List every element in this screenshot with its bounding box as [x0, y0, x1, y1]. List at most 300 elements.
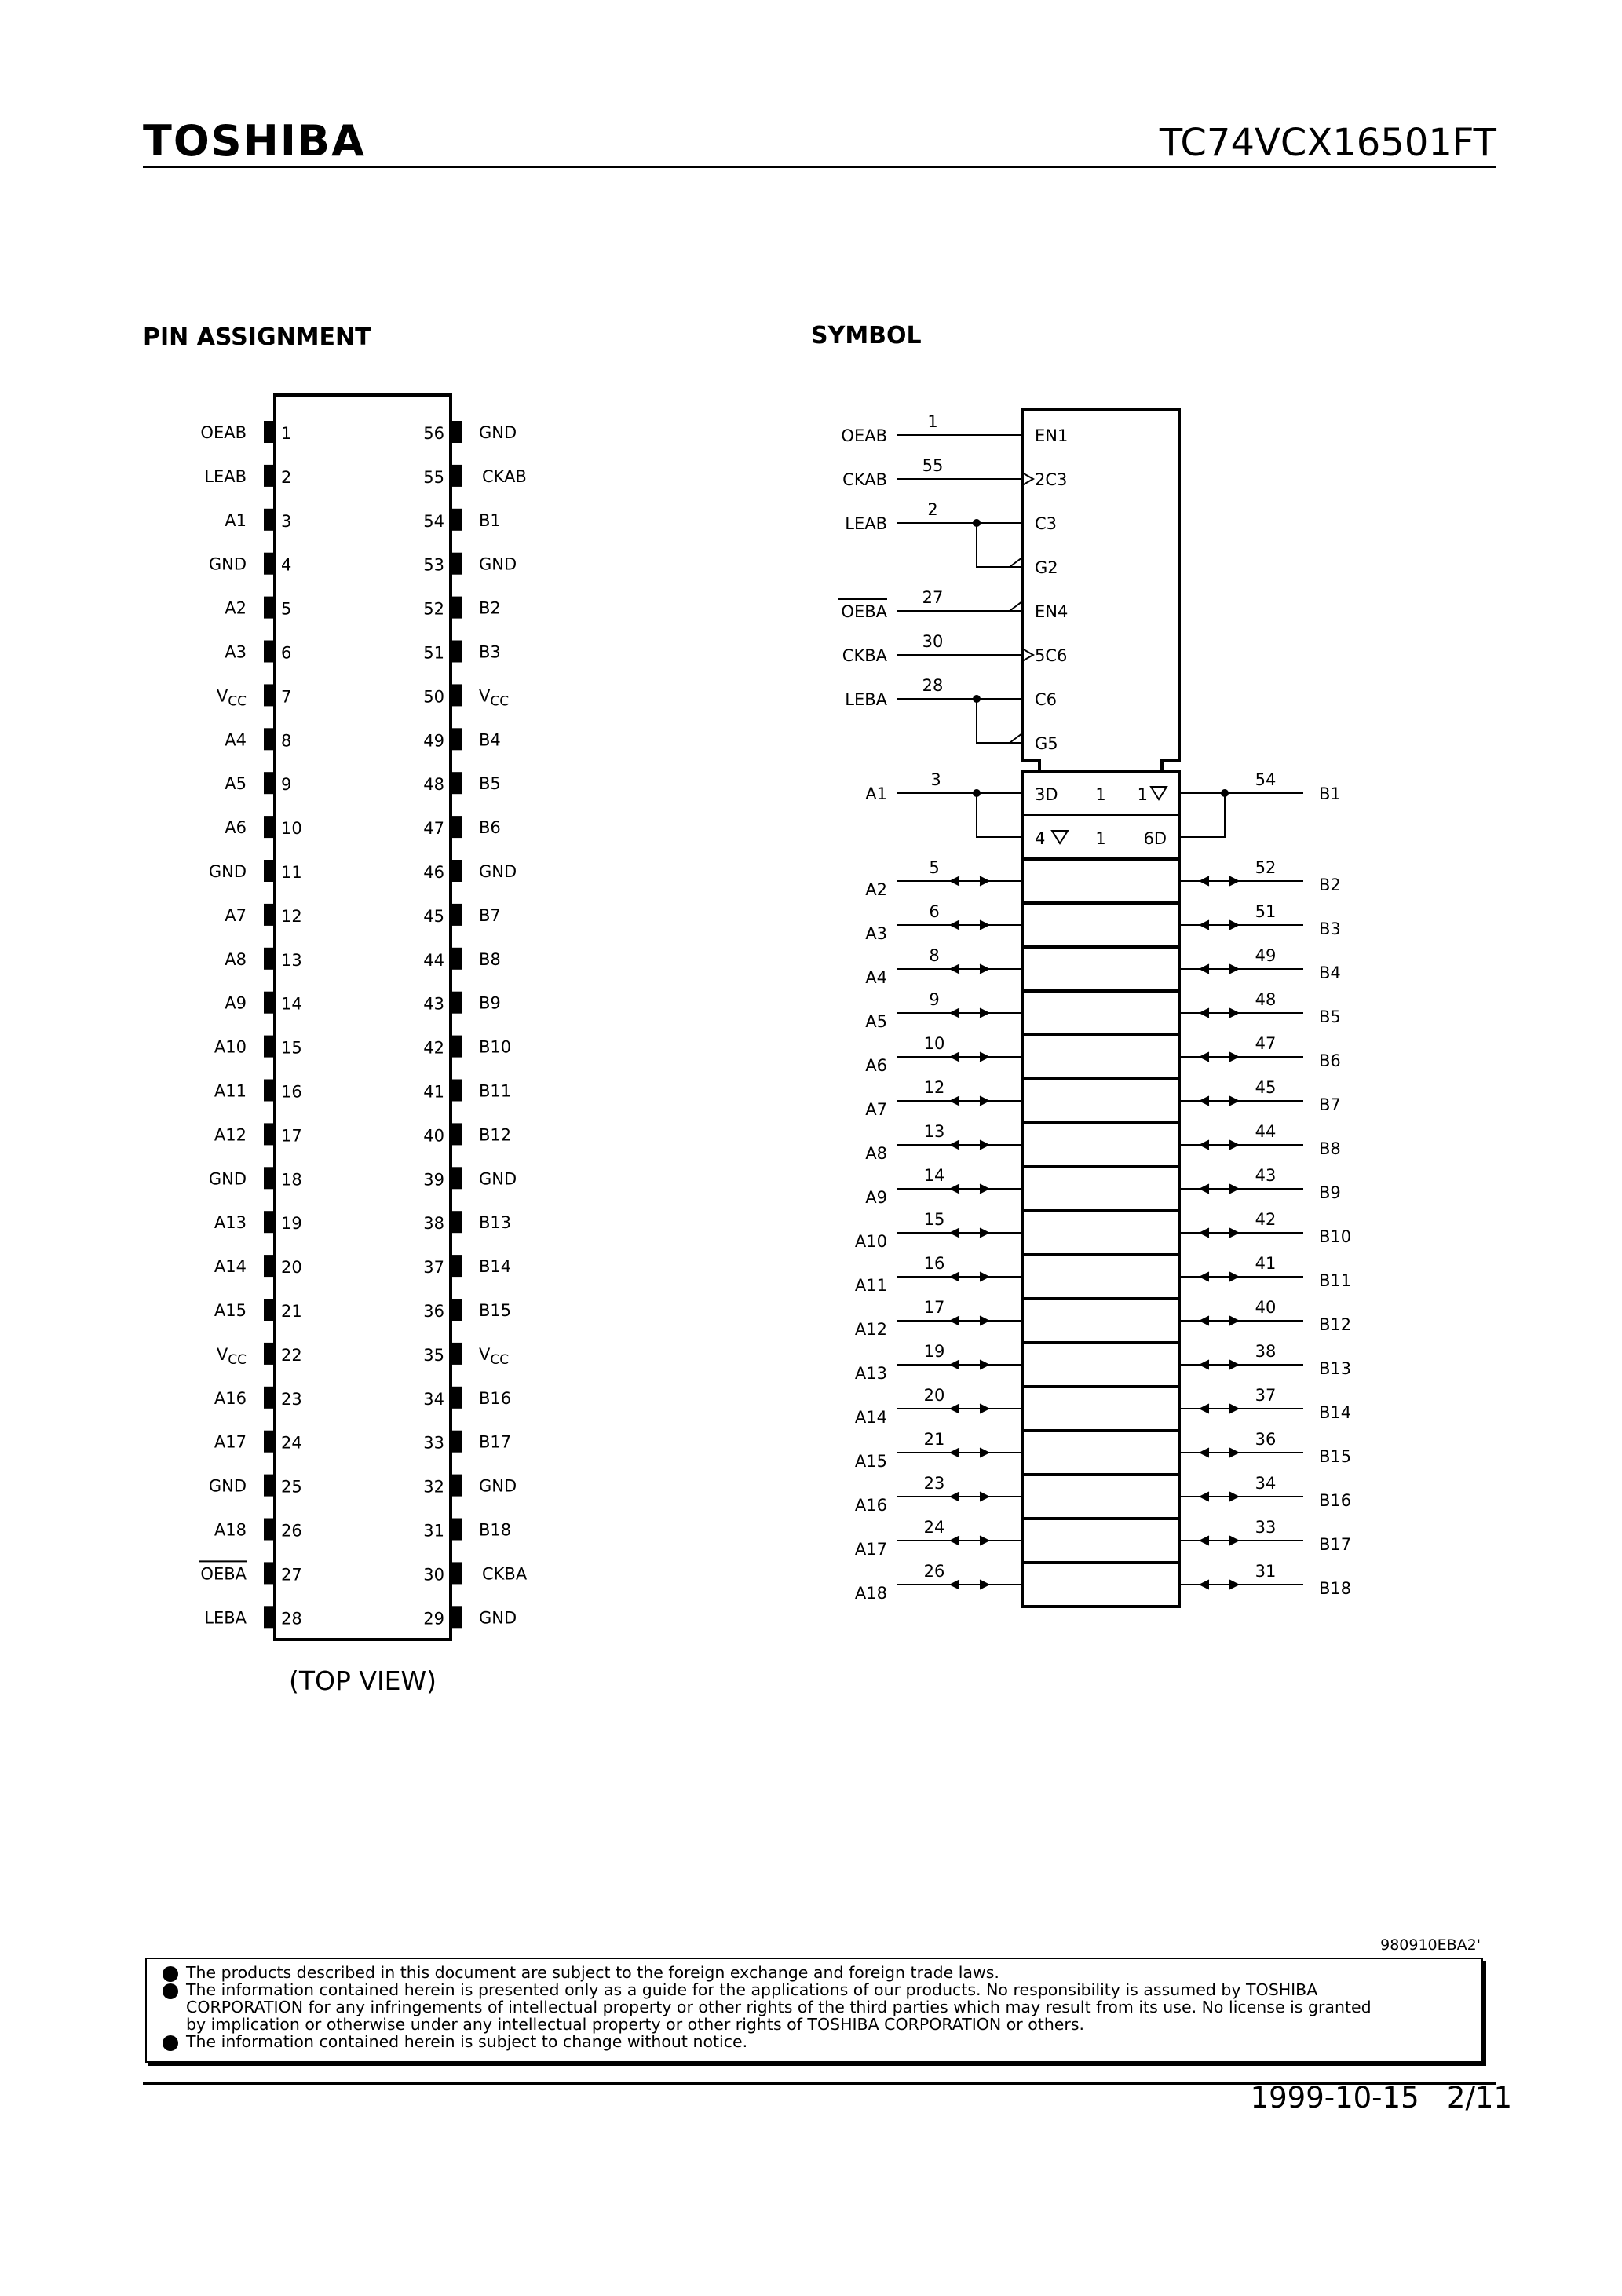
pin-number: 15: [281, 1038, 302, 1058]
bidir-arrow-icon: [1229, 920, 1239, 930]
bullet-icon: [163, 1966, 178, 1982]
control-input-name: LEBA: [845, 690, 887, 709]
logic-symbol-diagram: [838, 410, 1351, 1607]
pin-name: A7: [225, 905, 247, 925]
pin-number: 39: [423, 1170, 444, 1190]
b-port-name: B17: [1319, 1535, 1352, 1554]
b-pin-number: 45: [1255, 1078, 1277, 1097]
pin-number: 50: [423, 687, 444, 707]
pin-number: 54: [423, 511, 444, 531]
pin-number: 33: [423, 1433, 444, 1453]
b-pin-number: 47: [1255, 1034, 1277, 1053]
bidir-arrow-icon: [950, 1404, 959, 1413]
pin-lead: [264, 1167, 275, 1189]
pin-lead: [451, 1606, 462, 1628]
pin-lead: [264, 772, 275, 794]
bidir-arrow-icon: [980, 1316, 989, 1325]
b-port-name: B6: [1319, 1051, 1341, 1070]
data-cell: [1022, 947, 1179, 991]
b-port-name: B14: [1319, 1403, 1352, 1422]
a-pin-number: 26: [923, 1562, 945, 1581]
pin-name: B16: [479, 1388, 512, 1408]
pin-number: 36: [423, 1302, 444, 1321]
bidir-arrow-icon: [1200, 1184, 1209, 1194]
b-port-name: B2: [1319, 876, 1341, 894]
pin-lead: [451, 1255, 462, 1277]
bidir-arrow-icon: [980, 1008, 989, 1018]
bidir-arrow-icon: [980, 1536, 989, 1545]
pin-lead: [451, 1299, 462, 1321]
pin-name: B18: [479, 1520, 512, 1540]
bidir-arrow-icon: [1200, 920, 1209, 930]
pin-name: A8: [225, 949, 247, 969]
pin-number: 31: [423, 1521, 444, 1541]
a-port-name: A7: [865, 1100, 887, 1119]
bidir-arrow-icon: [1200, 1008, 1209, 1018]
pin-name: B8: [479, 949, 501, 969]
branch-wire: [977, 793, 1022, 837]
pin-name: GND: [479, 1169, 517, 1189]
part-number: TC74VCX16501FT: [1159, 121, 1496, 165]
bidir-arrow-icon: [1200, 1228, 1209, 1238]
b-port-name: B4: [1319, 963, 1341, 982]
pin-number: 16: [281, 1082, 302, 1102]
cell-label: 4: [1035, 829, 1046, 848]
data-cell: [1022, 1123, 1179, 1167]
b-port-name: B1: [1319, 784, 1341, 803]
control-input-name: CKAB: [842, 470, 887, 489]
cell-label: 6D: [1143, 829, 1167, 848]
data-cell: [1022, 1431, 1179, 1475]
pin-lead: [264, 1387, 275, 1409]
a-port-name: A10: [854, 1232, 887, 1251]
bidir-arrow-icon: [950, 1272, 959, 1281]
bidir-arrow-icon: [980, 1448, 989, 1457]
bidir-arrow-icon: [1229, 1140, 1239, 1150]
disclaimer-line-5: The information contained herein is subject to change without notice.: [186, 2032, 748, 2051]
control-pin-number: 2: [927, 500, 938, 519]
footer-page: 2/11: [1446, 2081, 1512, 2115]
pin-name: A16: [214, 1388, 247, 1408]
b-pin-number: 48: [1255, 990, 1277, 1009]
a-port-name: A2: [865, 880, 887, 899]
bidir-arrow-icon: [1200, 1580, 1209, 1589]
a-pin-number: 21: [923, 1430, 945, 1449]
b-pin-number: 40: [1255, 1298, 1277, 1317]
bidir-arrow-icon: [1229, 1096, 1239, 1106]
control-label: C6: [1035, 690, 1058, 709]
bidir-arrow-icon: [950, 1008, 959, 1018]
pin-lead: [264, 948, 275, 970]
a-port-name: A1: [865, 784, 887, 803]
bidir-arrow-icon: [950, 1140, 959, 1150]
pin-number: 18: [281, 1170, 302, 1190]
bidir-arrow-icon: [1200, 1096, 1209, 1106]
pin-number: 53: [423, 555, 444, 575]
pin-name: B13: [479, 1213, 512, 1233]
pin-number: 41: [423, 1082, 444, 1102]
pin-number: 13: [281, 950, 302, 970]
bidir-arrow-icon: [950, 1492, 959, 1501]
a-port-name: A14: [854, 1408, 887, 1427]
clock-indicator: [1022, 473, 1033, 485]
footer-date: 1999-10-15: [1250, 2081, 1419, 2115]
bidir-arrow-icon: [1200, 876, 1209, 886]
b-port-name: B5: [1319, 1007, 1341, 1026]
data-cell: [1022, 859, 1179, 903]
pin-name: OEBA: [200, 1564, 247, 1584]
bidir-arrow-icon: [1229, 1272, 1239, 1281]
control-label: 5C6: [1035, 646, 1068, 665]
control-pin-number: 55: [922, 456, 944, 475]
a-port-name: A18: [854, 1584, 887, 1603]
pin-lead: [264, 684, 275, 706]
pin-number: 56: [423, 424, 444, 443]
a-pin-number: 16: [923, 1254, 945, 1273]
pin-number: 37: [423, 1258, 444, 1278]
bidir-arrow-icon: [1229, 1228, 1239, 1238]
b-pin-number: 34: [1255, 1474, 1277, 1493]
bidir-arrow-icon: [1200, 1492, 1209, 1501]
pin-number: 22: [281, 1345, 302, 1365]
pin-number: 45: [423, 906, 444, 926]
pin-name: $V_{CC}$: [479, 1344, 510, 1368]
pin-name: B1: [479, 510, 501, 530]
pin-name: OEAB: [200, 423, 247, 442]
bidir-arrow-icon: [1229, 964, 1239, 974]
pin-lead: [264, 1475, 275, 1497]
pin-number: 30: [423, 1565, 444, 1585]
pin-name: GND: [208, 862, 247, 881]
b-pin-number: 38: [1255, 1342, 1277, 1361]
bidir-arrow-icon: [950, 1580, 959, 1589]
bullet-icon: [163, 2035, 178, 2051]
pin-number: 47: [423, 819, 444, 839]
a-port-name: A4: [865, 968, 887, 987]
a-pin-number: 8: [929, 946, 940, 965]
pin-name: GND: [208, 554, 247, 574]
pin-number: 35: [423, 1345, 444, 1365]
pin-number: 21: [281, 1302, 302, 1321]
b-port-name: B10: [1319, 1227, 1352, 1246]
bidir-arrow-icon: [1229, 1316, 1239, 1325]
pin-number: 44: [423, 950, 444, 970]
bidir-arrow-icon: [950, 876, 959, 886]
pin-name: A11: [214, 1081, 247, 1101]
data-cell: [1022, 1035, 1179, 1079]
control-label: G5: [1035, 734, 1058, 753]
bidir-arrow-icon: [1229, 1492, 1239, 1501]
control-pin-number: 28: [922, 676, 944, 695]
pin-name: GND: [479, 554, 517, 574]
pin-name: B17: [479, 1432, 512, 1452]
a-pin-number: 20: [923, 1386, 945, 1405]
pin-number: 11: [281, 863, 302, 882]
branch-wire: [977, 699, 1022, 743]
control-label: G2: [1035, 558, 1058, 577]
data-cell: [1022, 1079, 1179, 1123]
bidir-arrow-icon: [950, 1536, 959, 1545]
pin-lead: [264, 860, 275, 882]
bidir-arrow-icon: [950, 1096, 959, 1106]
pin-name: A1: [225, 510, 247, 530]
pin-number: 29: [423, 1609, 444, 1629]
pin-lead: [451, 465, 462, 487]
cell-label: 1: [1095, 829, 1106, 848]
pin-name: GND: [208, 1169, 247, 1189]
brand-logo: TOSHIBA: [143, 116, 366, 166]
data-cell: [1022, 1343, 1179, 1387]
pin-number: 40: [423, 1126, 444, 1146]
bidir-arrow-icon: [950, 1228, 959, 1238]
pin-lead: [264, 1562, 275, 1584]
pin-lead: [264, 421, 275, 443]
cell-label: 3D: [1035, 785, 1058, 804]
a-pin-number: 13: [923, 1122, 945, 1141]
symbol-heading: SYMBOL: [811, 322, 922, 349]
pin-number: 24: [281, 1433, 302, 1453]
pin-name: B7: [479, 905, 501, 925]
pin-number: 55: [423, 467, 444, 487]
control-label: EN1: [1035, 426, 1069, 445]
bidir-arrow-icon: [950, 1184, 959, 1194]
disclaimer-line-1: The products described in this document are subject to the foreign exchange and foreign trade laws.: [186, 1963, 999, 1982]
pin-lead: [264, 465, 275, 487]
a-port-name: A11: [854, 1276, 887, 1295]
a-pin-number: 9: [929, 990, 940, 1009]
disclaimer-line-4: by implication or otherwise under any intellectual property or other rights of TOSHIBA CORPORATION or others.: [186, 2015, 1085, 2034]
b-port-name: B16: [1319, 1491, 1352, 1510]
pin-number: 52: [423, 599, 444, 619]
bidir-arrow-icon: [950, 964, 959, 974]
pin-lead: [451, 860, 462, 882]
data-cell: [1022, 903, 1179, 947]
b-pin-number: 49: [1255, 946, 1277, 965]
pin-number: 23: [281, 1389, 302, 1409]
negation-indicator: [1010, 733, 1022, 743]
pin-lead: [451, 1562, 462, 1584]
pin-lead: [451, 1123, 462, 1145]
control-pin-number: 27: [922, 588, 944, 607]
bidir-arrow-icon: [980, 964, 989, 974]
control-label: EN4: [1035, 602, 1069, 621]
pin-number: 38: [423, 1214, 444, 1234]
pin-name: B5: [479, 774, 501, 794]
pin-lead: [451, 421, 462, 443]
pin-number: 19: [281, 1214, 302, 1234]
bidir-arrow-icon: [980, 1580, 989, 1589]
pin-name: GND: [479, 862, 517, 881]
pin-lead: [451, 597, 462, 619]
pin-lead: [451, 684, 462, 706]
pin-lead: [451, 509, 462, 531]
a-pin-number: 19: [923, 1342, 945, 1361]
b-port-name: B7: [1319, 1095, 1341, 1114]
pin-number: 1: [281, 424, 292, 443]
pin-name: $V_{CC}$: [479, 686, 510, 710]
pin-name: LEAB: [204, 466, 247, 486]
bidir-arrow-icon: [980, 1404, 989, 1413]
pin-number: 6: [281, 643, 292, 663]
tristate-output-icon: [1151, 787, 1167, 799]
bidir-arrow-icon: [1200, 1316, 1209, 1325]
pin-name: GND: [208, 1476, 247, 1496]
a-pin-number: 24: [923, 1518, 945, 1537]
pin-number: 48: [423, 775, 444, 795]
pin-lead: [451, 1387, 462, 1409]
pin-name: $V_{CC}$: [216, 686, 247, 710]
bidir-arrow-icon: [1229, 1184, 1239, 1194]
control-input-name: CKBA: [842, 646, 887, 665]
a-port-name: A9: [865, 1188, 887, 1207]
bidir-arrow-icon: [980, 1052, 989, 1062]
data-cell: [1022, 1387, 1179, 1431]
pin-number: 42: [423, 1038, 444, 1058]
b-port-name: B9: [1319, 1183, 1341, 1202]
a-pin-number: 14: [923, 1166, 945, 1185]
pin-number: 51: [423, 643, 444, 663]
bidir-arrow-icon: [950, 1052, 959, 1062]
pin-lead: [264, 641, 275, 663]
pin-name: B15: [479, 1301, 512, 1320]
pin-name: LEBA: [204, 1608, 247, 1628]
b-pin-number: 37: [1255, 1386, 1277, 1405]
bidir-arrow-icon: [980, 1492, 989, 1501]
pin-name: $V_{CC}$: [216, 1344, 247, 1368]
a-port-name: A8: [865, 1144, 887, 1163]
pin-number: 17: [281, 1126, 302, 1146]
pin-lead: [264, 904, 275, 926]
pin-name: B4: [479, 730, 501, 750]
pin-name: GND: [479, 1476, 517, 1496]
disclaimer-line-3: CORPORATION for any infringements of intellectual property or other rights of the third parties which may result from its use. No license is granted: [186, 1998, 1372, 2016]
pin-assignment-diagram: [199, 395, 528, 1696]
pin-name: GND: [479, 1608, 517, 1628]
pin-name: A15: [214, 1301, 247, 1320]
bidir-arrow-icon: [1229, 1448, 1239, 1457]
disclaimer-box: [145, 1958, 1483, 2063]
bidir-arrow-icon: [1200, 1052, 1209, 1062]
branch-wire: [977, 523, 1022, 567]
pin-lead: [264, 1255, 275, 1277]
bidir-arrow-icon: [980, 1140, 989, 1150]
pin-name: A14: [214, 1257, 247, 1277]
pin-lead: [451, 641, 462, 663]
data-cell: [1022, 1255, 1179, 1299]
b-pin-number: 42: [1255, 1210, 1277, 1229]
pin-number: 5: [281, 599, 292, 619]
a-pin-number: 6: [929, 902, 940, 921]
pin-name: B9: [479, 993, 501, 1013]
bidir-arrow-icon: [1200, 1140, 1209, 1150]
a-pin-number: 5: [929, 858, 940, 877]
bidir-arrow-icon: [1229, 1360, 1239, 1369]
a-port-name: A16: [854, 1496, 887, 1515]
pin-number: 34: [423, 1389, 444, 1409]
b-pin-number: 41: [1255, 1254, 1277, 1273]
pin-number: 26: [281, 1521, 302, 1541]
a-port-name: A6: [865, 1056, 887, 1075]
control-label: C3: [1035, 514, 1058, 533]
pin-number: 28: [281, 1609, 302, 1629]
a-port-name: A12: [854, 1320, 887, 1339]
pin-name: A18: [214, 1520, 247, 1540]
pin-number: 9: [281, 775, 292, 795]
a-port-name: A5: [865, 1012, 887, 1031]
pin-name: A17: [214, 1432, 247, 1452]
data-cell: [1022, 1211, 1179, 1255]
a-pin-number: 15: [923, 1210, 945, 1229]
footer-date-page: [1251, 2081, 1512, 2115]
pin-name: B3: [479, 642, 501, 662]
b-port-name: B8: [1319, 1139, 1341, 1158]
pin-lead: [264, 1606, 275, 1628]
pin-lead: [451, 1519, 462, 1541]
bidir-arrow-icon: [1200, 1404, 1209, 1413]
bidir-arrow-icon: [1229, 1536, 1239, 1545]
pin-number: 4: [281, 555, 292, 575]
pin-lead: [264, 728, 275, 750]
ic-body: [275, 395, 451, 1640]
bidir-arrow-icon: [950, 1360, 959, 1369]
bidir-arrow-icon: [1200, 1272, 1209, 1281]
pin-name: CKBA: [482, 1564, 528, 1584]
pin-name: A4: [225, 730, 247, 750]
pin-name: B10: [479, 1037, 512, 1057]
pin-lead: [264, 816, 275, 838]
bidir-arrow-icon: [1229, 1008, 1239, 1018]
pin-number: 25: [281, 1477, 302, 1497]
data-cell: [1022, 1519, 1179, 1563]
pin-number: 2: [281, 467, 292, 487]
bidir-arrow-icon: [1229, 1052, 1239, 1062]
bidir-arrow-icon: [950, 920, 959, 930]
pin-lead: [451, 1431, 462, 1453]
bidir-arrow-icon: [980, 1272, 989, 1281]
pin-lead: [264, 1123, 275, 1145]
pin-lead: [264, 1211, 275, 1233]
pin-lead: [264, 1080, 275, 1102]
pin-number: 10: [281, 819, 302, 839]
bidir-arrow-icon: [1229, 876, 1239, 886]
b-port-name: B18: [1319, 1579, 1352, 1598]
bidir-arrow-icon: [980, 1360, 989, 1369]
tristate-output-icon: [1052, 831, 1068, 843]
pin-lead: [451, 1475, 462, 1497]
pin-lead: [451, 1343, 462, 1365]
cell-label: 1: [1137, 785, 1148, 804]
pin-name: B2: [479, 598, 501, 618]
negation-indicator: [1010, 558, 1022, 567]
b-pin-number: 31: [1255, 1562, 1277, 1581]
data-cell: [1022, 1475, 1179, 1519]
b-port-name: B13: [1319, 1359, 1352, 1378]
pin-name: A13: [214, 1213, 247, 1233]
cell-label: 1: [1095, 785, 1106, 804]
pin-name: GND: [479, 423, 517, 442]
pin-lead: [264, 1431, 275, 1453]
pin-number: 43: [423, 994, 444, 1014]
control-pin-number: 1: [927, 412, 938, 431]
pin-lead: [451, 1036, 462, 1058]
control-block: [1022, 410, 1179, 771]
pin-name: A3: [225, 642, 247, 662]
control-input-name: OEAB: [841, 426, 887, 445]
a-pin-number: 10: [923, 1034, 945, 1053]
a-pin-number: 3: [930, 770, 941, 789]
a-port-name: A17: [854, 1540, 887, 1559]
bidir-arrow-icon: [1200, 964, 1209, 974]
